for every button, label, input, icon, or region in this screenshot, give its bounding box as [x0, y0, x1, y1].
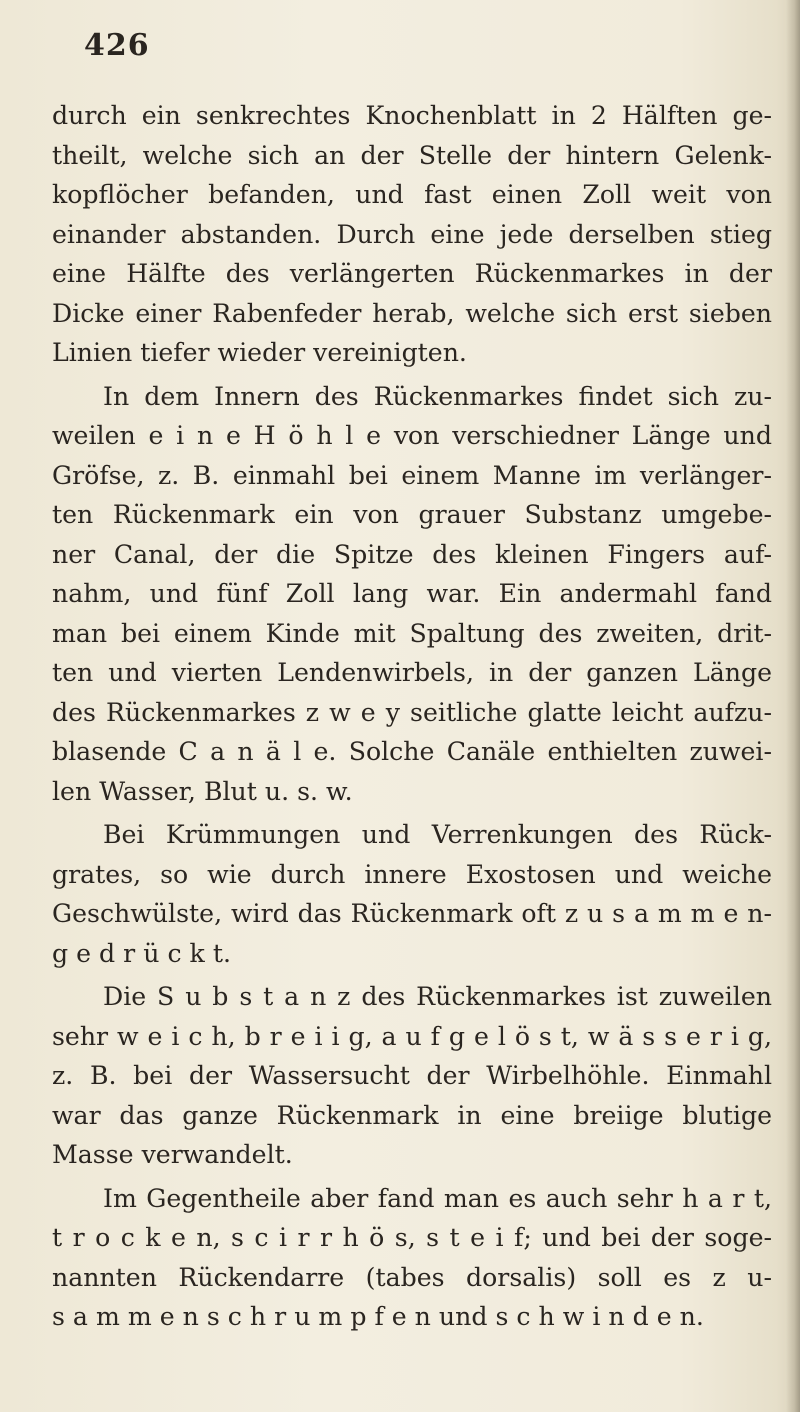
paragraph-1 — [52, 96, 772, 373]
text-line: Die S u b s t a n z des Rückenmarkes ist zuweilen — [103, 982, 772, 1011]
text-line: eine Hälfte des verlängerten Rückenmarkes in der — [52, 259, 772, 288]
text-line: ten Rückenmark ein von grauer Substanz umgebe- — [52, 500, 772, 529]
text-line: t r o c k e n, s c i r r h ö s, s t e i f; und bei der soge- — [52, 1223, 772, 1252]
text-line: Gröfse, z. B. einmahl bei einem Manne im verlänger- — [52, 460, 772, 490]
text-line: In dem Innern des Rückenmarkes findet sich zu- — [103, 381, 772, 411]
text-line: man bei einem Kinde mit Spaltung des zweiten, drit- — [52, 618, 772, 648]
text-line: Dicke einer Rabenfeder herab, welche sich erst sieben — [52, 298, 772, 328]
text-line: Linien tiefer wieder vereinigten. — [52, 338, 467, 367]
text-line: g e d r ü c k t. — [52, 938, 231, 968]
text-line: einander abstanden. Durch eine jede derselben stieg — [52, 219, 772, 249]
paragraph-3 — [52, 815, 772, 973]
body-text — [52, 96, 772, 1337]
text-line: Masse verwandelt. — [52, 1140, 293, 1169]
paragraph-5 — [52, 1179, 772, 1337]
text-line: nahm, und fünf Zoll lang war. Ein andermahl fand — [52, 579, 772, 608]
text-line: war das ganze Rückenmark in eine breiige blutige — [52, 1100, 772, 1130]
text-line: theilt, welche sich an der Stelle der hintern Gelenk- — [52, 140, 772, 170]
text-line: nannten Rückendarre (tabes dorsalis) soll es z u- — [52, 1262, 772, 1292]
text-line: weilen e i n e H ö h l e von verschiedner Länge und — [52, 421, 772, 450]
page-number: 426 — [84, 28, 150, 63]
page-edge-shadow — [786, 0, 800, 1412]
text-line: ner Canal, der die Spitze des kleinen Fingers auf- — [52, 539, 772, 569]
text-line: len Wasser, Blut u. s. w. — [52, 776, 353, 806]
paragraph-4 — [52, 977, 772, 1175]
text-line: des Rückenmarkes z w e y seitliche glatte leicht aufzu- — [52, 697, 772, 727]
text-line: ten und vierten Lendenwirbels, in der ganzen Länge — [52, 658, 772, 687]
text-line: Geschwülste, wird das Rückenmark oft z u s a m m e n- — [52, 899, 772, 928]
text-line: z. B. bei der Wassersucht der Wirbelhöhle. Einmahl — [52, 1061, 772, 1090]
text-line: Bei Krümmungen und Verrenkungen des Rück- — [103, 820, 772, 849]
text-line: sehr w e i c h, b r e i i g, a u f g e l ö s t, w ä s s e r i g, — [52, 1021, 772, 1051]
text-line: s a m m e n s c h r u m p f e n und s c h w i n d e n. — [52, 1302, 704, 1331]
text-line: grates, so wie durch innere Exostosen und weiche — [52, 859, 772, 889]
text-line: kopflöcher befanden, und fast einen Zoll weit von — [52, 180, 772, 209]
text-line: durch ein senkrechtes Knochenblatt in 2 Hälften ge- — [52, 101, 772, 130]
text-line: blasende C a n ä l e. Solche Canäle enthielten zuwei- — [52, 737, 772, 766]
text-line: Im Gegentheile aber fand man es auch sehr h a r t, — [103, 1183, 772, 1213]
paragraph-2 — [52, 377, 772, 812]
